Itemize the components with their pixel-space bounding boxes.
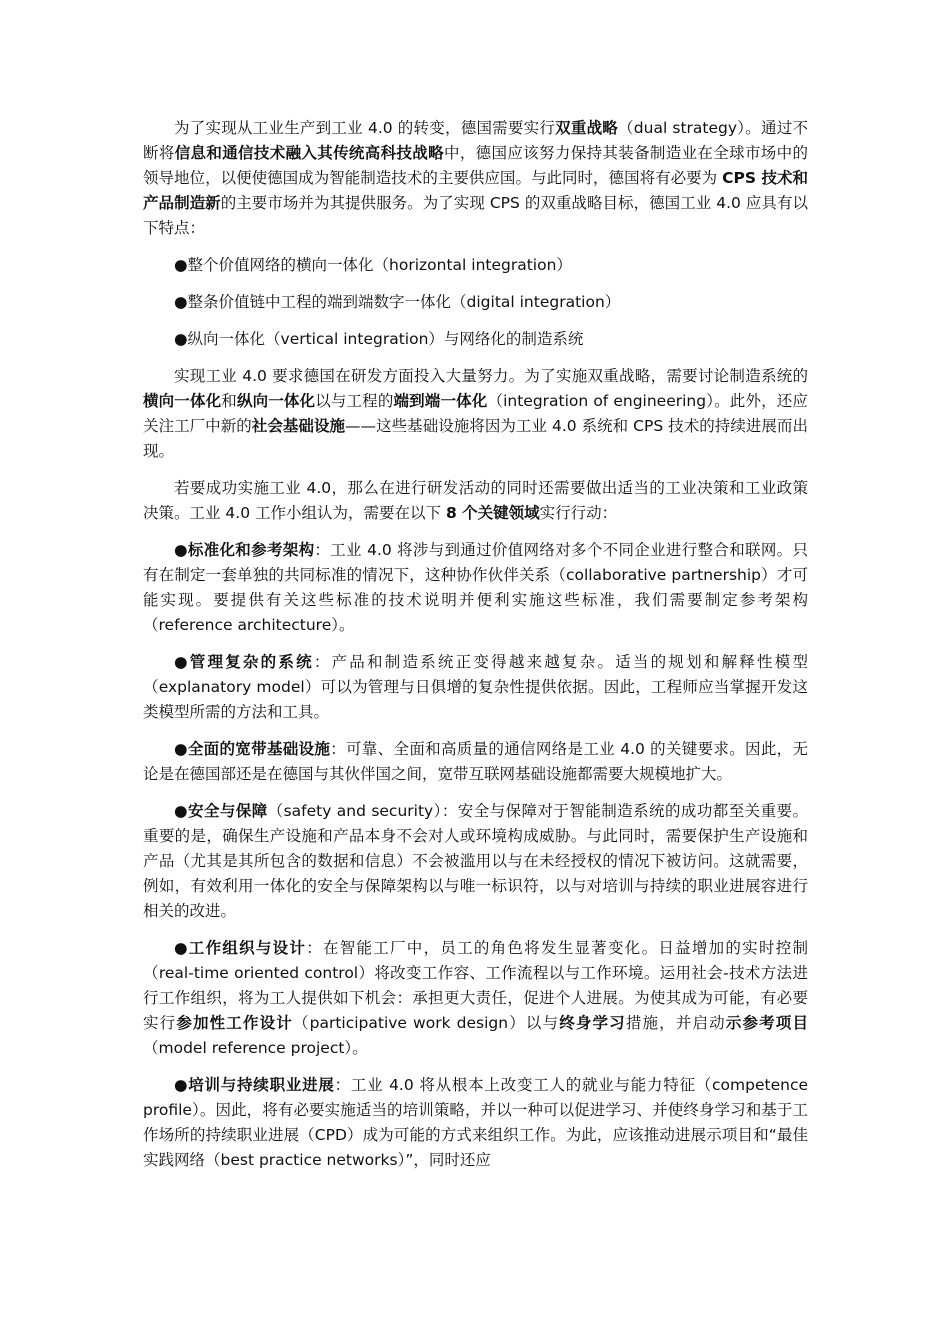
key-area-broadband <box>143 737 808 787</box>
text: ：工业 4.0 将从根本上改变工人的就业与能力特征（competence profile）。因此，将有必要实施适当的培训策略，并以一种可以促进学习、并使终身学习和基于工作场所的持续职业进展（CPD）成为可能的方式来组织工作。为此，应该推动进展示项目和“最佳实践网络（best practice networks）”，同时还应 <box>143 1076 809 1169</box>
key-area-training <box>143 1073 808 1173</box>
feature-item: ●整条价值链中工程的端到端数字一体化（digital integration） <box>174 293 621 311</box>
text: ：在智能工厂中，员工的角色将发生显著变化。日益增加的实时控制（real-time oriented control）将改变工作容、工作流程以与工作环境。运用社会-技术方法进行工作组织，将为工人提供如下机会：承担更大责任，促进个人进展。为使其成为可能，有必要实行 <box>143 939 808 1032</box>
text: 以与工程的 <box>315 392 394 410</box>
text: 实现工业 4.0 要求德国在研发方面投入大量努力。为了实施双重战略，需要讨论制造系统的 <box>174 367 808 385</box>
bold-term: 横向一体化 <box>143 392 222 410</box>
bold-term: CPS 技术和产品制造新 <box>143 169 808 212</box>
key-area-work-organization <box>143 936 808 1061</box>
feature-item: ●整个价值网络的横向一体化（horizontal integration） <box>174 256 572 274</box>
key-area-title: ●标准化和参考架构 <box>174 541 315 559</box>
key-area-title: ●工作组织与设计 <box>174 939 307 957</box>
text: （model reference project）。 <box>143 1039 368 1057</box>
document-page <box>143 116 808 1185</box>
text: （participative work design）以与 <box>292 1014 560 1032</box>
key-area-standardization <box>143 538 808 638</box>
bold-term: 双重战略 <box>555 119 619 137</box>
paragraph-key-areas <box>143 476 808 526</box>
text: 实行行动： <box>539 504 618 522</box>
key-area-title: ●全面的宽带基础设施 <box>174 740 331 758</box>
text: （safety and security）：安全与保障对于智能制造系统的成功都至关重要。重要的是，确保生产设施和产品本身不会对人或环境构成威胁。与此同时，需要保护生产设施和产品（尤其是其所包含的数据和信息）不会被滥用以与在未经授权的情况下被访问。这就需要，例如，有效利用一体化的安全与保障架构以与唯一标识符，以与对培训与持续的职业进展容进行相关的改进。 <box>143 802 808 920</box>
key-area-title: ●管理复杂的系统 <box>174 653 314 671</box>
bold-term: 示参考项目 <box>725 1014 808 1032</box>
key-area-safety-security <box>143 799 808 924</box>
text: （dual strategy）。通过不断将 <box>143 119 808 162</box>
bold-term: 参加性工作设计 <box>176 1014 293 1032</box>
text: 措施，并启动 <box>625 1014 726 1032</box>
text: 为了实现从工业生产到工业 4.0 的转变，德国需要实行 <box>174 119 556 137</box>
text: 和 <box>221 392 237 410</box>
feature-item: ●纵向一体化（vertical integration）与网络化的制造系统 <box>174 330 584 348</box>
key-area-title: ●安全与保障 <box>174 802 268 820</box>
text: ：可靠、全面和高质量的通信网络是工业 4.0 的关键要求。因此，无论是在德国部还是在德国与其伙伴国之间，宽带互联网基础设施都需要大规模地扩大。 <box>143 740 808 783</box>
text: 的主要市场并为其提供服务。为了实现 CPS 的双重战略目标，德国工业 4.0 应具有以下特点： <box>143 194 808 237</box>
paragraph-integration <box>143 364 808 464</box>
bold-term: 8 个关键领域 <box>445 504 540 522</box>
text: 中，德国应该努力保持其装备制造业在全球市场中的领导地位，以便使德国成为智能制造技术的主要供应国。与此同时，德国将有必要为 <box>143 144 808 187</box>
text: ：产品和制造系统正变得越来越复杂。适当的规划和解释性模型（explanatory model）可以为管理与日俱增的复杂性提供依据。因此，工程师应当掌握开发这类模型所需的方法和工具。 <box>143 653 808 721</box>
bold-term: 终身学习 <box>559 1014 626 1032</box>
bold-term: 信息和通信技术融入其传统高科技战略 <box>174 144 444 162</box>
text: ——这些基础设施将因为工业 4.0 系统和 CPS 技术的持续进展而出现。 <box>143 417 808 460</box>
text: ：工业 4.0 将涉与到通过价值网络对多个不同企业进行整合和联网。只有在制定一套单独的共同标准的情况下，这种协作伙伴关系（collaborative partnership）才可能实现。要提供有关这些标准的技术说明并便利实施这些标准，我们需要制定参考架构（reference architecture）。 <box>143 541 808 634</box>
bold-term: 端到端一体化 <box>393 392 488 410</box>
key-area-title: ●培训与持续职业进展 <box>174 1076 335 1094</box>
text: （integration of engineering）。此外，还应关注工厂中新的 <box>143 392 808 435</box>
key-area-complex-systems <box>143 650 808 725</box>
paragraph-dual-strategy <box>143 116 808 241</box>
bold-term: 纵向一体化 <box>236 392 316 410</box>
bold-term: 社会基础设施 <box>251 417 346 435</box>
text: 若要成功实施工业 4.0，那么在进行研发活动的同时还需要做出适当的工业决策和工业政策决策。工业 4.0 工作小组认为，需要在以下 <box>143 479 808 522</box>
